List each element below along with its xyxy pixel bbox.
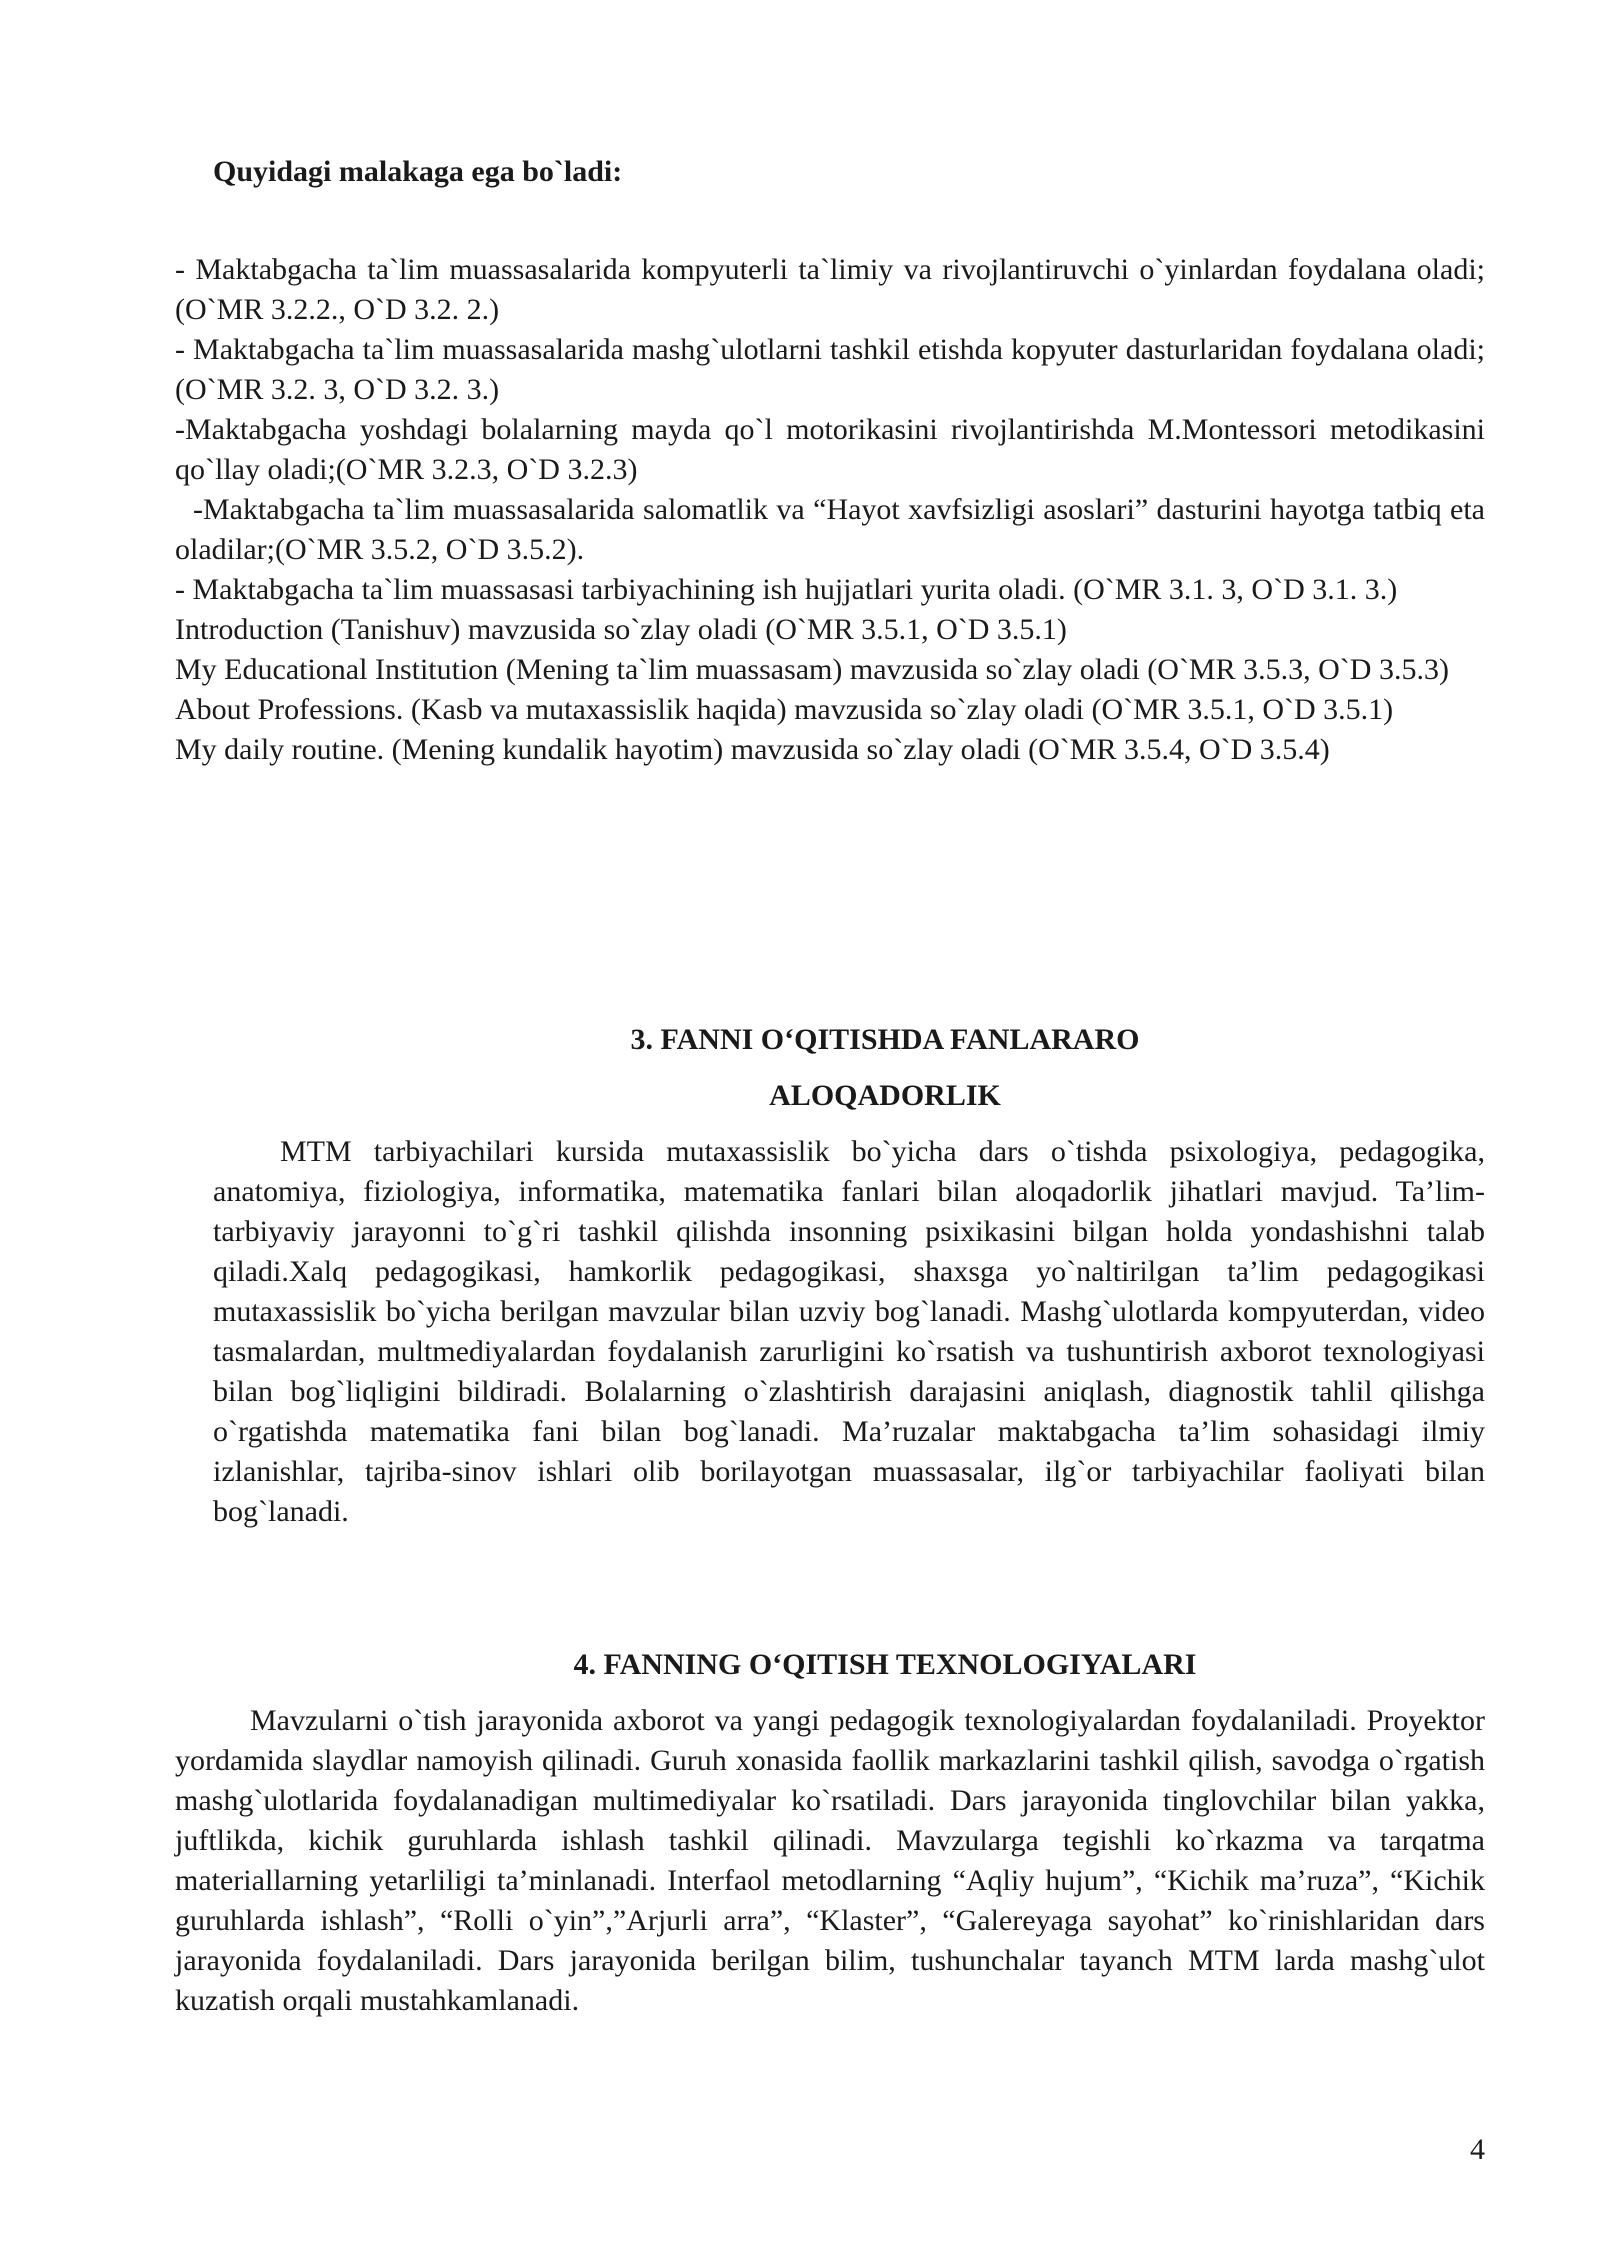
list-item: Introduction (Tanishuv) mavzusida so`zlay oladi (O`MR 3.5.1, O`D 3.5.1) [175,613,1067,646]
section-4-paragraph: Mavzularni o`tish jarayonida axborot va yangi pedagogik texnologiyalardan foydalaniladi. Proyektor yordamida slaydlar namoyish qilinadi. Guruh xonasida faollik markazlarini tashkil qilish, savodga o`rgatish mashg`ulotlarida foydalanadigan multimediyalar ko`rsatiladi. Dars jarayonida tinglovchilar bilan yakka, juftlikda, kichik guruhlarda ishlash tashkil qilinadi. Mavzularga tegishli ko`rkazma va tarqatma materiallarning yetarliligi ta’minlanadi. Interfaol metodlarning “Aqliy hujum”, “Kichik ma’ruza”, “Kichik guruhlarda ishlash”, “Rolli o`yin”,”Arjurli arra”, “Klaster”, “Galereyaga sayohat” ko`rinishlaridan dars jarayonida foydalaniladi. Dars jarayonida berilgan bilim, tushunchalar tayanch MTM larda mashg`ulot kuzatish orqali mustahkamlanadi. [175,1704,1485,2017]
skills-list [175,250,1485,770]
list-item: My Educational Institution (Mening ta`lim muassasam) mavzusida so`zlay oladi (O`MR 3.5.3, O`D 3.5.3) [175,653,1449,686]
section-3-paragraph: MTM tarbiyachilari kursida mutaxassislik bo`yicha dars o`tishda psixologiya, pedagogika, anatomiya, fiziologiya, informatika, matematika fanlari bilan aloqadorlik jihatlari mavjud. Ta’lim-tarbiyaviy jarayonni to`g`ri tashkil qilishda insonning psixikasini bilgan holda yondashishni talab qiladi.Xalq pedagogikasi, hamkorlik pedagogikasi, shaxsga yo`naltirilgan ta’lim pedagogikasi mutaxassislik bo`yicha berilgan mavzular bilan uzviy bog`lanadi. Mashg`ulotlarda kompyuterdan, video tasmalardan, multmediyalardan foydalanish zarurligini ko`rsatish va tushuntirish axborot texnologiyasi bilan bog`liqligini bildiradi. Bolalarning o`zlashtirish darajasini aniqlash, diagnostik tahlil qilishga o`rgatishda matematika fani bilan bog`lanadi. Ma’ruzalar maktabgacha ta’lim sohasidagi ilmiy izlanishlar, tajriba-sinov ishlari olib borilayotgan muassasalar, ilg`or tarbiyachilar faoliyati bilan bog`lanadi. [213,1135,1485,1528]
list-item: -Maktabgacha yoshdagi bolalarning mayda qo`l motorikasini rivojlantirishda M.Montessori metodikasini qo`llay oladi;(O`MR 3.2.3, O`D 3.2.3) [175,413,1485,486]
skills-heading: Quyidagi malakaga ega bo`ladi: [213,155,623,188]
section-3-title: 3. FANNI O‘QITISHDA FANLARARO [630,1023,1140,1056]
page-number: 4 [1470,2133,1485,2166]
list-item: My daily routine. (Mening kundalik hayotim) mavzusida so`zlay oladi (O`MR 3.5.4, O`D 3.5.4) [175,733,1330,766]
section-3-title-continued: ALOQADORLIK [769,1079,1001,1112]
section-4-title: 4. FANNING O‘QITISH TEXNOLOGIYALARI [573,1648,1197,1681]
list-item: About Professions. (Kasb va mutaxassislik haqida) mavzusida so`zlay oladi (O`MR 3.5.1, O`D 3.5.1) [175,693,1394,726]
list-item: -Maktabgacha ta`lim muassasalarida salomatlik va “Hayot xavfsizligi asoslari” dasturini hayotga tatbiq eta oladilar;(O`MR 3.5.2, O`D 3.5.2). [175,493,1485,566]
list-item: - Maktabgacha ta`lim muassasalarida kompyuterli ta`limiy va rivojlantiruvchi o`yinlardan foydalana oladi; (O`MR 3.2.2., O`D 3.2. 2.) [175,253,1485,326]
list-item: - Maktabgacha ta`lim muassasalarida mashg`ulotlarni tashkil etishda kopyuter dasturlaridan foydalana oladi; (O`MR 3.2. 3, O`D 3.2. 3.) [175,333,1485,406]
list-item: - Maktabgacha ta`lim muassasasi tarbiyachining ish hujjatlari yurita oladi. (O`MR 3.1. 3, O`D 3.1. 3.) [175,573,1398,606]
